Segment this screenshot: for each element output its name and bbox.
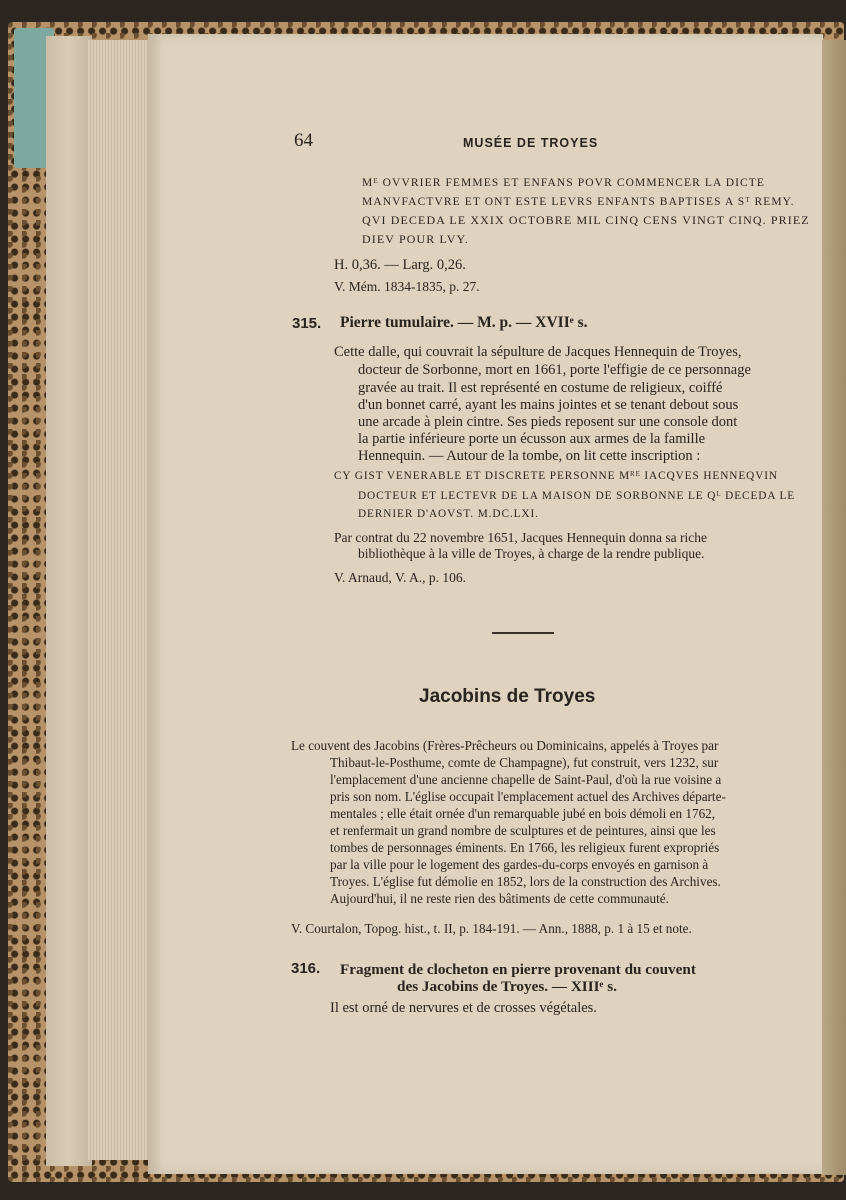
entry-title: Pierre tumulaire. — M. p. — XVIIᵉ s.: [340, 314, 588, 331]
page-edge-right: [822, 40, 846, 1175]
paragraph-line: tombes de personnages éminents. En 1766, les religieux furent expropriés: [330, 840, 720, 855]
paragraph-line: Troyes. L'église fut démolie en 1852, lors de la construction des Archives.: [330, 874, 721, 889]
page-number: 64: [294, 130, 313, 151]
paragraph-line: Hennequin. — Autour de la tombe, on lit cette inscription :: [358, 448, 701, 464]
paragraph-line: la partie inférieure porte un écusson aux armes de la famille: [358, 431, 706, 447]
paragraph-line: docteur de Sorbonne, mort en 1661, porte l'effigie de ce personnage: [358, 362, 751, 378]
inscription-line: DIEV POUR LVY.: [362, 232, 469, 246]
inscription-line: CY GIST VENERABLE ET DISCRETE PERSONNE Mᴿᴱ IACQVES HENNEQVIN: [334, 470, 778, 482]
entry-title: Fragment de clocheton en pierre provenant du couvent: [340, 961, 696, 978]
paragraph-line: d'un bonnet carré, ayant les mains jointes et se tenant debout sous: [358, 397, 739, 413]
paragraph-line: Thibaut-le-Posthume, comte de Champagne), fut construit, vers 1232, sur: [330, 755, 719, 770]
paragraph-line: gravée au trait. Il est représenté en costume de religieux, coiffé: [358, 380, 723, 396]
section-title: Jacobins de Troyes: [419, 686, 596, 707]
paragraph-line: Le couvent des Jacobins (Frères-Prêcheurs ou Dominicains, appelés à Troyes par: [291, 738, 719, 753]
entry-number: 316.: [291, 960, 321, 977]
dimensions: H. 0,36. — Larg. 0,26.: [334, 257, 466, 273]
inscription-line: DERNIER D'AOVST. M.DC.LXI.: [358, 508, 539, 520]
entry-title: des Jacobins de Troyes. — XIIIᵉ s.: [397, 978, 617, 995]
note-line: Par contrat du 22 novembre 1651, Jacques Hennequin donna sa riche: [334, 530, 708, 545]
inscription-line: QVI DECEDA LE XXIX OCTOBRE MIL CINQ CENS VINGT CINQ. PRIEZ: [362, 213, 810, 227]
paragraph-line: pris son nom. L'église occupait l'emplacement actuel des Archives départe-: [330, 789, 726, 804]
reference: V. Courtalon, Topog. hist., t. II, p. 184-191. — Ann., 1888, p. 1 à 15 et note.: [291, 921, 692, 936]
reference: V. Arnaud, V. A., p. 106.: [334, 570, 467, 585]
inscription-line: Mᴱ OVVRIER FEMMES ET ENFANS POVR COMMENCER LA DICTE: [362, 177, 766, 189]
reference: V. Mém. 1834-1835, p. 27.: [334, 279, 480, 294]
inscription-line: DOCTEUR ET LECTEVR DE LA MAISON DE SORBONNE LE Qᴸ DECEDA LE: [358, 490, 796, 502]
note-line: bibliothèque à la ville de Troyes, à charge de la rendre publique.: [358, 546, 705, 561]
paragraph-line: Cette dalle, qui couvrait la sépulture de Jacques Hennequin de Troyes,: [334, 344, 742, 360]
paragraph-line: mentales ; elle était ornée d'un remarquable jubé en bois démoli en 1762,: [330, 806, 716, 821]
paragraph-line: l'emplacement d'une ancienne chapelle de Saint-Paul, d'où la rue voisine a: [330, 772, 722, 787]
page-stack: [88, 40, 152, 1160]
paragraph-line: par la ville pour le logement des gardes-du-corps envoyés en garnison à: [330, 857, 709, 872]
description: Il est orné de nervures et de crosses végétales.: [330, 1000, 597, 1016]
paragraph-line: Aujourd'hui, il ne reste rien des bâtiments de cette communauté.: [330, 891, 669, 906]
running-title: MUSÉE DE TROYES: [463, 136, 599, 150]
paragraph-line: une arcade à plein cintre. Ses pieds reposent sur une console dont: [358, 414, 738, 430]
entry-number: 315.: [292, 315, 322, 332]
inscription-line: MANVFACTVRE ET ONT ESTE LEVRS ENFANTS BAPTISES A Sᵀ REMY.: [362, 196, 795, 208]
paragraph-line: et renfermait un grand nombre de sculptures et de peintures, ainsi que les: [330, 823, 716, 838]
page-edge-left: [46, 36, 92, 1166]
section-divider: [492, 632, 554, 634]
